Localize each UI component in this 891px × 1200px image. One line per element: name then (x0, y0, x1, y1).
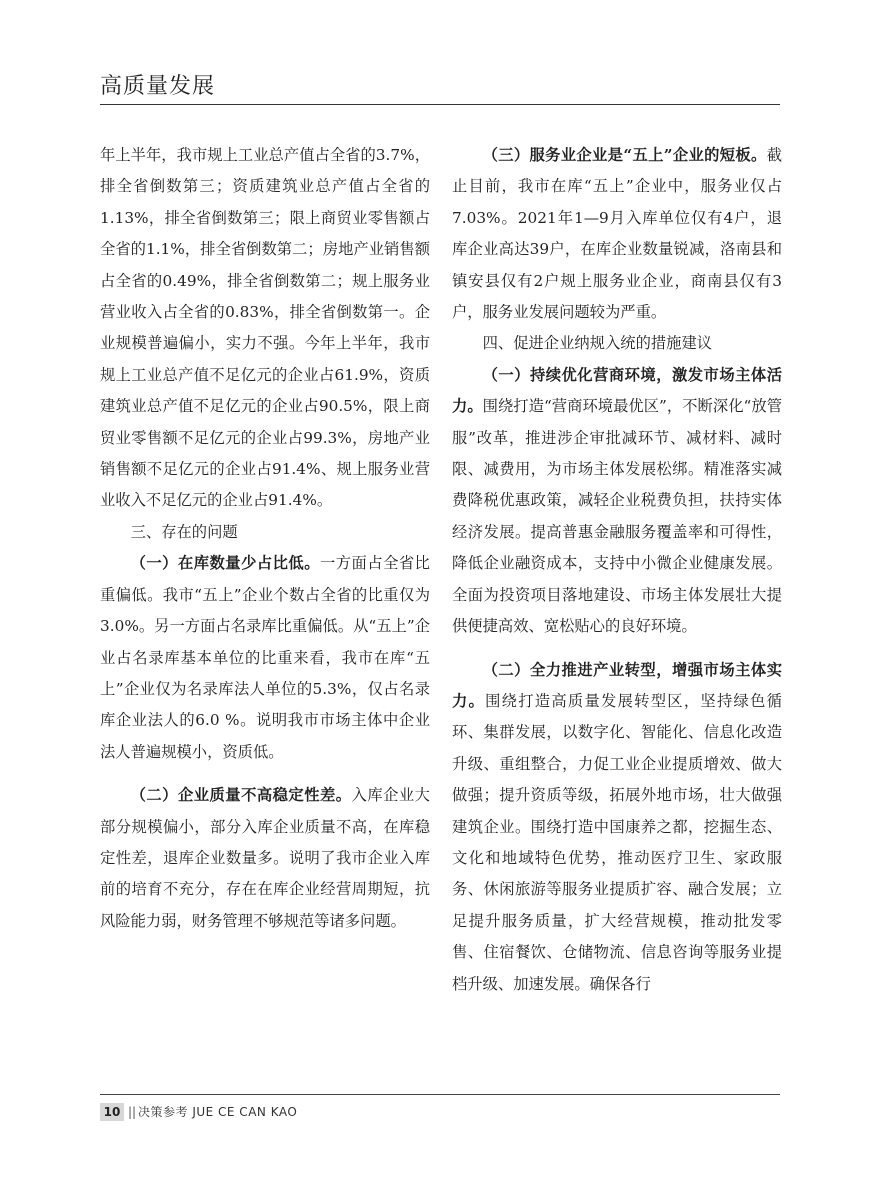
left-column (100, 140, 430, 937)
paragraph-body: 截止目前，我市在库“五上”企业中，服务业仅占7.03%。2021年1—9月入库单位仅有4户，退库企业高达39户，在库企业数量锐减，洛南县和镇安县仅有2户规上服务业企业，商南县仅有3户，服务业发展问题较为严重。 (452, 146, 782, 322)
header-divider (100, 104, 780, 105)
paragraph-body: 围绕打造高质量发展转型区，坚持绿色循环、集群发展，以数字化、智能化、信息化改造升级、重组整合，力促工业企业提质增效、做大做强；提升资质等级，拓展外地市场，壮大做强建筑企业。围绕打造中国康养之都，挖掘生态、文化和地域特色优势，推动医疗卫生、家政服务、休闲旅游等服务业提质扩容、融合发展；立足提升服务质量，扩大经营规模，推动批发零售、住宿餐饮、仓储物流、信息咨询等服务业提档升级、加速发展。确保各行 (452, 691, 782, 993)
paragraph-body: 围绕打造“营商环境最优区”，不断深化“放管服”改革，推进涉企审批减环节、减材料、减时限、减费用，为市场主体发展松绑。精准落实减费降税优惠政策，减轻企业税费负担，扶持实体经济发展。提高普惠金融服务覆盖率和可得性，降低企业融资成本，支持中小微企业健康发展。全面为投资项目落地建设、市场主体发展壮大提供便捷高效、宽松贴心的良好环境。 (452, 397, 782, 636)
paragraph-body: 入库企业大部分规模偏小，部分入库企业质量不高，在库稳定性差，退库企业数量多。说明了我市企业入库前的培育不充分，存在在库企业经营周期短，抗风险能力弱，财务管理不够规范等诸多问题。 (100, 786, 430, 930)
page-header (100, 72, 780, 106)
section-heading-problems: 三、存在的问题 (130, 522, 238, 541)
footer-separator: || (128, 1105, 137, 1119)
section-title: 高质量发展 (100, 74, 216, 99)
paragraph-body: 一方面占全省比重偏低。我市“五上”企业个数占全省的比重仅为3.0%。另一方面占名录库比重偏低。从“五上”企业占名录库基本单位的比重来看，我市在库“五上”企业仅为名录库法人单位的5.3%，仅占名录库企业法人的6.0 %。说明我市市场主体中企业法人普遍规模小，资质低。 (100, 554, 430, 761)
subheading: （一）在库数量少占比低。 (130, 554, 320, 573)
paragraph-problem-2 (100, 780, 430, 937)
paragraph-problem-1 (100, 548, 430, 768)
paragraph-continuation: 年上半年，我市规上工业总产值占全省的3.7%，排全省倒数第三；资质建筑业总产值占全省的1.13%，排全省倒数第三；限上商贸业零售额占全省的1.1%，排全省倒数第二；房地产业销售额占全省的0.49%，排全省倒数第二；规上服务业营业收入占全省的0.83%，排全省倒数第一。企业规模普遍偏小，实力不强。今年上半年，我市规上工业总产值不足亿元的企业占61.9%，资质建筑业总产值不足亿元的企业占90.5%，限上商贸业零售额不足亿元的企业占99.3%，房地产业销售额不足亿元的企业占91.4%、规上服务业营业收入不足亿元的企业占91.4%。 (100, 146, 430, 510)
paragraph-measure-1 (452, 360, 782, 643)
footer-divider (100, 1094, 780, 1095)
subheading: （三）服务业企业是“五上”企业的短板。 (482, 146, 767, 164)
publication-name: 决策参考 JUE CE CAN KAO (138, 1105, 298, 1119)
right-column (452, 140, 782, 1000)
paragraph-problem-3 (452, 140, 782, 328)
subheading: （二）全力推进产业转型，增强市场主体实力。 (452, 660, 782, 710)
subheading: （一）持续优化营商环境，激发市场主体活力。 (452, 365, 782, 416)
section-heading-measures: 四、促进企业纳规入统的措施建议 (482, 334, 713, 353)
paragraph-measure-2 (452, 655, 782, 1000)
page-number: 10 (100, 1103, 124, 1121)
subheading: （二）企业质量不高稳定性差。 (130, 786, 352, 805)
